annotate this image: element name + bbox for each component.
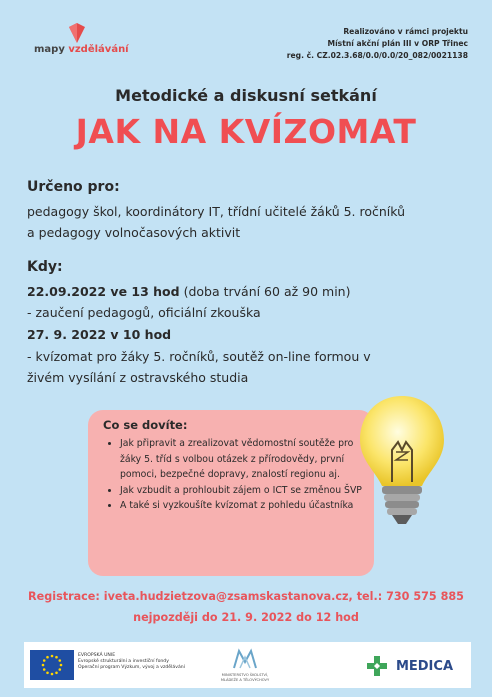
eu-flag-icon [30, 650, 74, 680]
registration-label: Registrace: [28, 590, 100, 603]
learn-heading: Co se dovíte: [103, 418, 188, 432]
date2-description-1: - kvízomat pro žáky 5. ročníků, soutěž on-line formou v [27, 349, 371, 364]
msmt-text [210, 673, 280, 683]
target-line-1: pedagogy škol, koordinátory IT, třídní učitelé žáků 5. ročníků [27, 204, 406, 219]
date1-line [27, 281, 350, 302]
date1: 22.09.2022 ve 13 hod [27, 284, 180, 299]
msmt-line-2: MLÁDEŽE A TĚLOVÝCHOVY [220, 678, 270, 682]
medical-cross-icon [366, 655, 388, 677]
date2-line [27, 324, 171, 345]
mapy-vzdelavani-logo [34, 18, 144, 62]
medica-logo [396, 655, 453, 674]
light-bulb-icon [352, 390, 452, 540]
date1-note: (doba trvání 60 až 90 min) [179, 284, 351, 299]
learn-item: • Jak připravit a zrealizovat vědomostní soutěže pro žáky 5. tříd s volbou otázek z přírodovědy, první pomoci, bezpečné dopravy, znalostí regionu aj. [120, 436, 370, 483]
msmt-mark-icon [232, 648, 258, 670]
msmt-logo [210, 648, 280, 684]
learn-list [106, 436, 370, 514]
logo-word-mapy: mapy [34, 44, 65, 55]
target-line-2: a pedagogy volnočasových aktivit [27, 225, 241, 240]
registration-line: Registrace: iveta.hudzietzova@zsamskastanova.cz, tel.: 730 575 885 [28, 590, 464, 603]
date2-description-2: živém vysílání z ostravského studia [27, 370, 249, 385]
eu-line-1: EVROPSKÁ UNIE [78, 653, 116, 658]
eu-text [78, 653, 185, 671]
registration-phone: tel.: 730 575 885 [356, 590, 464, 603]
logo-text [34, 44, 129, 55]
learn-item: • A také si vyzkoušíte kvízomat z pohledu účastníka [120, 498, 370, 514]
event-subtitle: Metodické a diskusní setkání [115, 86, 377, 105]
diamond-logo-icon [65, 21, 89, 45]
footer-logos [24, 642, 471, 688]
registration-deadline: nejpozději do 21. 9. 2022 do 12 hod [133, 611, 359, 624]
logo-word-vzdelavani: vzdělávání [68, 44, 129, 55]
eu-line-2: Evropské strukturální a investiční fondy [78, 659, 169, 664]
date1-description: - zaučení pedagogů, oficiální zkouška [27, 305, 261, 320]
project-line-2: Místní akční plán III v ORP Třinec [327, 39, 468, 48]
project-info [238, 26, 468, 62]
project-reg-number: reg. č. CZ.02.3.68/0.0/0.0/20_082/0021138 [286, 51, 468, 60]
date2: 27. 9. 2022 v 10 hod [27, 327, 172, 342]
target-heading: Určeno pro: [27, 179, 120, 195]
event-title: JAK NA KVÍZOMAT [75, 112, 417, 151]
when-heading: Kdy: [27, 259, 63, 275]
learn-item: • Jak vzbudit a prohloubit zájem o ICT se změnou ŠVP [120, 483, 370, 499]
project-line-1: Realizováno v rámci projektu [343, 27, 468, 36]
learn-box [88, 410, 374, 576]
msmt-line-1: MINISTERSTVO ŠKOLSTVÍ, [221, 673, 269, 677]
eu-line-3: Operační program Výzkum, vývoj a vzdělávání [78, 665, 185, 670]
medica-name: MEDICA [395, 659, 453, 674]
registration-email[interactable]: iveta.hudzietzova@zsamskastanova.cz [103, 590, 349, 603]
